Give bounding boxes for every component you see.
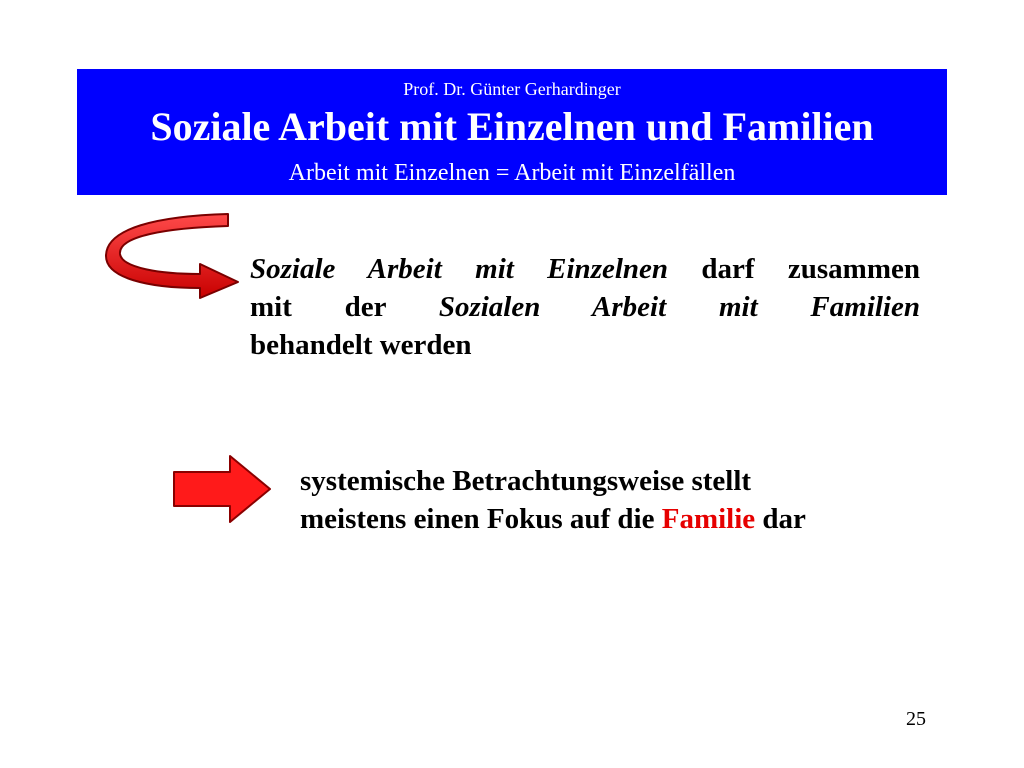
statement-line-1 [250, 250, 920, 288]
statement-italic-1: Soziale Arbeit mit Einzelnen [250, 253, 669, 285]
statement-text-1: darf zusammen [668, 253, 920, 285]
author-name: Prof. Dr. Günter Gerhardinger [403, 79, 621, 99]
systemic-line-2 [300, 500, 940, 538]
statement-line-3: behandelt werden [250, 329, 472, 361]
curved-arrow-icon [104, 212, 240, 300]
familie-highlight: Familie [661, 503, 756, 535]
statement-italic-2: Sozialen Arbeit mit Familien [438, 291, 920, 323]
statement-block [250, 250, 920, 364]
systemic-text-2a: meistens einen Fokus auf die [300, 503, 662, 535]
systemic-view-block [300, 462, 940, 538]
systemic-text-2b: dar [755, 503, 806, 535]
title-banner [77, 69, 947, 195]
statement-line-2 [250, 288, 920, 326]
slide-subtitle: Arbeit mit Einzelnen = Arbeit mit Einzelfällen [288, 160, 736, 186]
slide-title: Soziale Arbeit mit Einzelnen und Familien [150, 104, 874, 149]
systemic-line-1: systemische Betrachtungsweise stellt [300, 465, 752, 497]
right-arrow-icon [172, 454, 272, 524]
statement-text-2: mit der [250, 291, 439, 323]
page-number: 25 [906, 708, 926, 730]
